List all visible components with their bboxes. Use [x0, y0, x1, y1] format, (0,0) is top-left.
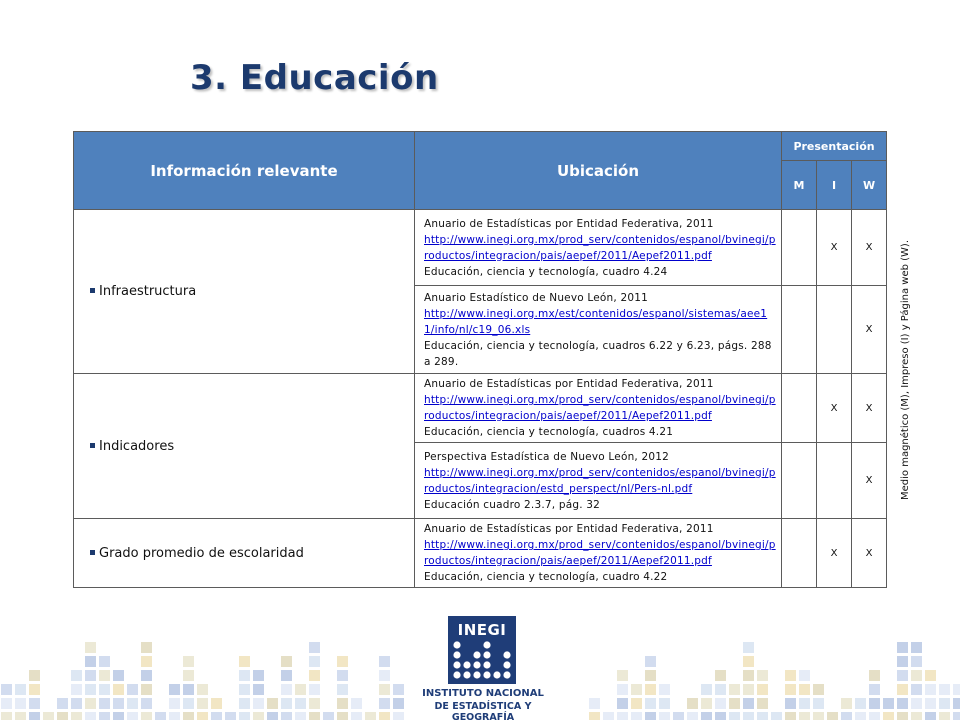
logo-dot	[453, 641, 460, 648]
source-text: Perspectiva Estadística de Nuevo León, 2012	[424, 450, 670, 463]
logo-dot	[473, 661, 480, 668]
decor-square	[169, 712, 180, 720]
table-row	[74, 374, 887, 443]
decor-square	[841, 712, 852, 720]
decor-square	[337, 656, 348, 667]
decor-square	[855, 712, 866, 720]
decor-square	[757, 698, 768, 709]
decor-square	[71, 684, 82, 695]
decor-square	[337, 712, 348, 720]
decor-square	[799, 712, 810, 720]
decor-square	[15, 684, 26, 695]
decor-square	[869, 698, 880, 709]
decor-square	[99, 684, 110, 695]
decor-square	[701, 684, 712, 695]
decor-square	[743, 670, 754, 681]
decor-square	[211, 712, 222, 720]
decor-square	[71, 712, 82, 720]
decor-square	[925, 670, 936, 681]
location-cell	[415, 210, 782, 286]
decor-square	[57, 698, 68, 709]
decor-square	[631, 712, 642, 720]
decor-square	[379, 698, 390, 709]
bullet-icon	[90, 443, 95, 448]
detail-text: Educación, ciencia y tecnología, cuadro 4.22	[424, 571, 668, 583]
decor-square	[239, 712, 250, 720]
decor-square	[743, 656, 754, 667]
decor-square	[113, 684, 124, 695]
decor-square	[309, 656, 320, 667]
decor-square	[715, 670, 726, 681]
header-info: Información relevante	[74, 132, 415, 210]
decor-square	[743, 684, 754, 695]
decor-square	[645, 712, 656, 720]
decor-square	[29, 670, 40, 681]
decor-square	[715, 698, 726, 709]
source-link[interactable]: http://www.inegi.org.mx/prod_serv/contenidos/espanol/bvinegi/productos/integracion/pais/aepef/2011/Aepef2011.pdf	[424, 394, 776, 422]
decor-square	[127, 712, 138, 720]
mark-w: X	[852, 210, 887, 286]
decor-square	[155, 712, 166, 720]
decor-square	[659, 712, 670, 720]
decor-square	[813, 712, 824, 720]
decor-square	[771, 712, 782, 720]
topic-cell	[74, 374, 415, 519]
header-i: I	[817, 161, 852, 210]
decor-square	[757, 684, 768, 695]
decor-square	[617, 698, 628, 709]
detail-text: Educación, ciencia y tecnología, cuadro 4.24	[424, 265, 668, 278]
decor-square	[743, 698, 754, 709]
decor-square	[141, 698, 152, 709]
decor-square	[883, 698, 894, 709]
decor-square	[883, 712, 894, 720]
decor-square	[897, 670, 908, 681]
location-cell	[415, 374, 782, 443]
bullet-icon	[90, 288, 95, 293]
decor-square	[323, 712, 334, 720]
logo-dot	[503, 661, 510, 668]
decor-square	[939, 684, 950, 695]
decor-square	[295, 698, 306, 709]
decor-square	[897, 642, 908, 653]
decor-square	[99, 670, 110, 681]
topic-label: Indicadores	[99, 438, 175, 454]
education-table	[73, 131, 887, 588]
logo-line1: INSTITUTO NACIONAL	[422, 688, 544, 699]
decor-square	[71, 698, 82, 709]
decor-square	[953, 684, 960, 695]
decor-square	[785, 712, 796, 720]
decor-square	[701, 712, 712, 720]
decor-square	[253, 712, 264, 720]
decor-square	[183, 712, 194, 720]
logo-dot	[503, 671, 510, 678]
mark-w: X	[852, 519, 887, 588]
logo-dot	[453, 671, 460, 678]
decor-square	[673, 712, 684, 720]
decor-square	[379, 670, 390, 681]
decor-square	[309, 698, 320, 709]
decor-square	[309, 642, 320, 653]
decor-square	[715, 684, 726, 695]
decor-square	[631, 698, 642, 709]
logo-dot	[493, 671, 500, 678]
source-link[interactable]: http://www.inegi.org.mx/est/contenidos/espanol/sistemas/aee11/info/nl/c19_06.xls	[424, 307, 768, 336]
decor-square	[925, 712, 936, 720]
logo-dot	[483, 641, 490, 648]
decor-square	[379, 684, 390, 695]
logo-dot	[503, 651, 510, 658]
decor-square	[99, 712, 110, 720]
logo-dot	[483, 651, 490, 658]
decor-square	[617, 684, 628, 695]
decor-square	[659, 698, 670, 709]
decor-square	[309, 670, 320, 681]
mark-m	[782, 210, 817, 286]
decor-square	[827, 712, 838, 720]
logo-dot	[463, 661, 470, 668]
decor-square	[785, 670, 796, 681]
mark-w: X	[852, 443, 887, 519]
decor-square	[897, 684, 908, 695]
decor-square	[869, 712, 880, 720]
decor-square	[911, 656, 922, 667]
source-link[interactable]: http://www.inegi.org.mx/prod_serv/contenidos/espanol/bvinegi/productos/integracion/estd_perspect/nl/Pers-nl.pdf	[424, 466, 776, 495]
decor-square	[645, 670, 656, 681]
mark-w: X	[852, 286, 887, 374]
topic-cell	[74, 519, 415, 588]
location-cell	[415, 443, 782, 519]
decor-square	[183, 656, 194, 667]
decor-square	[281, 656, 292, 667]
header-presentation: Presentación	[782, 132, 887, 161]
decor-square	[365, 712, 376, 720]
decor-square	[603, 712, 614, 720]
decor-square	[337, 698, 348, 709]
source-text: Anuario de Estadísticas por Entidad Federativa, 2011	[424, 378, 714, 390]
table-row	[74, 519, 887, 588]
table-row	[74, 210, 887, 286]
decor-square	[225, 712, 236, 720]
decor-square	[841, 698, 852, 709]
decor-square	[253, 698, 264, 709]
detail-text: Educación, ciencia y tecnología, cuadros 6.22 y 6.23, págs. 288 a 289.	[424, 339, 772, 368]
decor-square	[183, 670, 194, 681]
decor-square	[239, 656, 250, 667]
decor-square	[813, 684, 824, 695]
decor-square	[869, 670, 880, 681]
decor-square	[799, 670, 810, 681]
decor-square	[29, 712, 40, 720]
decor-square	[127, 698, 138, 709]
mark-w: X	[852, 374, 887, 443]
decor-square	[659, 684, 670, 695]
logo-dot	[473, 651, 480, 658]
decor-square	[925, 684, 936, 695]
decor-square	[267, 712, 278, 720]
source-link[interactable]: http://www.inegi.org.mx/prod_serv/contenidos/espanol/bvinegi/productos/integracion/pais/aepef/2011/Aepef2011.pdf	[424, 233, 776, 262]
decor-square	[141, 712, 152, 720]
decor-square	[911, 670, 922, 681]
page-title: 3. Educación	[190, 58, 439, 98]
decor-square	[379, 656, 390, 667]
decor-square	[85, 698, 96, 709]
decor-square	[113, 698, 124, 709]
decor-square	[197, 712, 208, 720]
mark-m	[782, 374, 817, 443]
decor-square	[617, 670, 628, 681]
decor-square	[239, 670, 250, 681]
decor-square	[85, 656, 96, 667]
decor-square	[1, 712, 12, 720]
decor-square	[813, 698, 824, 709]
decor-square	[589, 712, 600, 720]
decor-square	[29, 698, 40, 709]
logo-line2: DE ESTADÍSTICA Y GEOGRAFÍA	[434, 701, 532, 723]
decor-square	[953, 698, 960, 709]
decor-square	[99, 656, 110, 667]
decor-square	[351, 698, 362, 709]
decor-square	[337, 670, 348, 681]
decor-square	[1, 698, 12, 709]
decor-square	[939, 698, 950, 709]
topic-cell	[74, 210, 415, 374]
decor-square	[715, 712, 726, 720]
source-text: Anuario Estadístico de Nuevo León, 2011	[424, 291, 649, 304]
decor-square	[799, 684, 810, 695]
decor-square	[197, 684, 208, 695]
bullet-icon	[90, 550, 95, 555]
location-cell	[415, 519, 782, 588]
legend-note: Medio magnético (M), Impreso (I) y Página web (W).	[900, 239, 911, 500]
decor-square	[799, 698, 810, 709]
decor-square	[1, 684, 12, 695]
decor-square	[939, 712, 950, 720]
decor-square	[855, 698, 866, 709]
header-location: Ubicación	[415, 132, 782, 210]
decor-square	[729, 698, 740, 709]
decor-square	[253, 684, 264, 695]
source-link[interactable]: http://www.inegi.org.mx/prod_serv/contenidos/espanol/bvinegi/productos/integracion/pais/aepef/2011/Aepef2011.pdf	[424, 539, 776, 567]
decor-square	[617, 712, 628, 720]
decor-square	[43, 712, 54, 720]
decor-square	[113, 670, 124, 681]
decor-square	[757, 712, 768, 720]
decor-square	[239, 698, 250, 709]
decor-square	[757, 670, 768, 681]
decor-square	[897, 698, 908, 709]
decor-square	[645, 698, 656, 709]
detail-text: Educación cuadro 2.3.7, pág. 32	[424, 498, 601, 511]
decor-square	[141, 656, 152, 667]
decor-square	[253, 670, 264, 681]
decor-square	[15, 698, 26, 709]
detail-text: Educación, ciencia y tecnología, cuadros 4.21	[424, 426, 674, 438]
decor-square	[953, 712, 960, 720]
decor-square	[85, 670, 96, 681]
header-m: M	[782, 161, 817, 210]
decor-square	[701, 698, 712, 709]
decor-square	[281, 698, 292, 709]
decor-square	[183, 684, 194, 695]
decor-square	[785, 698, 796, 709]
decor-square	[351, 712, 362, 720]
decor-square	[645, 684, 656, 695]
decor-square	[169, 684, 180, 695]
decor-square	[393, 712, 404, 720]
decor-square	[785, 684, 796, 695]
mark-m	[782, 519, 817, 588]
decor-square	[393, 684, 404, 695]
decor-square	[911, 684, 922, 695]
logo-dot	[473, 671, 480, 678]
decor-square	[393, 698, 404, 709]
logo-dot	[453, 651, 460, 658]
decor-square	[295, 684, 306, 695]
mark-m	[782, 443, 817, 519]
decor-square	[295, 712, 306, 720]
decor-square	[85, 712, 96, 720]
decor-square	[337, 684, 348, 695]
mark-i: X	[817, 374, 852, 443]
inegi-logo	[408, 616, 558, 723]
decor-square	[85, 684, 96, 695]
decor-square	[99, 698, 110, 709]
mark-i: X	[817, 519, 852, 588]
decor-square	[911, 642, 922, 653]
decor-square	[911, 698, 922, 709]
decor-square	[71, 670, 82, 681]
source-text: Anuario de Estadísticas por Entidad Federativa, 2011	[424, 523, 714, 535]
decor-square	[169, 698, 180, 709]
decor-square	[897, 712, 908, 720]
decor-square	[281, 670, 292, 681]
decor-square	[631, 684, 642, 695]
decor-square	[267, 698, 278, 709]
decor-square	[729, 684, 740, 695]
logo-dot	[483, 661, 490, 668]
decor-square	[113, 712, 124, 720]
decor-square	[687, 712, 698, 720]
decor-square	[589, 698, 600, 709]
topic-label: Infraestructura	[99, 284, 197, 299]
decor-square	[197, 698, 208, 709]
logo-dot	[483, 671, 490, 678]
decor-square	[15, 712, 26, 720]
decor-square	[687, 698, 698, 709]
decor-square	[645, 656, 656, 667]
topic-label: Grado promedio de escolaridad	[99, 545, 304, 561]
decor-square	[281, 712, 292, 720]
decor-square	[897, 656, 908, 667]
mark-i	[817, 286, 852, 374]
decor-square	[141, 670, 152, 681]
decor-square	[141, 642, 152, 653]
decor-square	[729, 712, 740, 720]
decor-square	[239, 684, 250, 695]
decor-square	[281, 684, 292, 695]
logo-dot	[453, 661, 460, 668]
decor-square	[925, 698, 936, 709]
decor-square	[85, 642, 96, 653]
mark-m	[782, 286, 817, 374]
decor-square	[869, 684, 880, 695]
decor-square	[911, 712, 922, 720]
header-w: W	[852, 161, 887, 210]
decor-square	[309, 712, 320, 720]
location-cell	[415, 286, 782, 374]
decor-square	[29, 684, 40, 695]
decor-square	[743, 712, 754, 720]
logo-dot	[463, 671, 470, 678]
decor-square	[183, 698, 194, 709]
decor-square	[309, 684, 320, 695]
decor-square	[743, 642, 754, 653]
decor-square	[127, 684, 138, 695]
decor-square	[141, 684, 152, 695]
decor-square	[211, 698, 222, 709]
logo-dots-icon	[452, 640, 512, 682]
source-text: Anuario de Estadísticas por Entidad Federativa, 2011	[424, 217, 714, 230]
decor-square	[57, 712, 68, 720]
logo-acronym: INEGI	[457, 621, 507, 639]
mark-i: X	[817, 210, 852, 286]
mark-i	[817, 443, 852, 519]
decor-square	[379, 712, 390, 720]
